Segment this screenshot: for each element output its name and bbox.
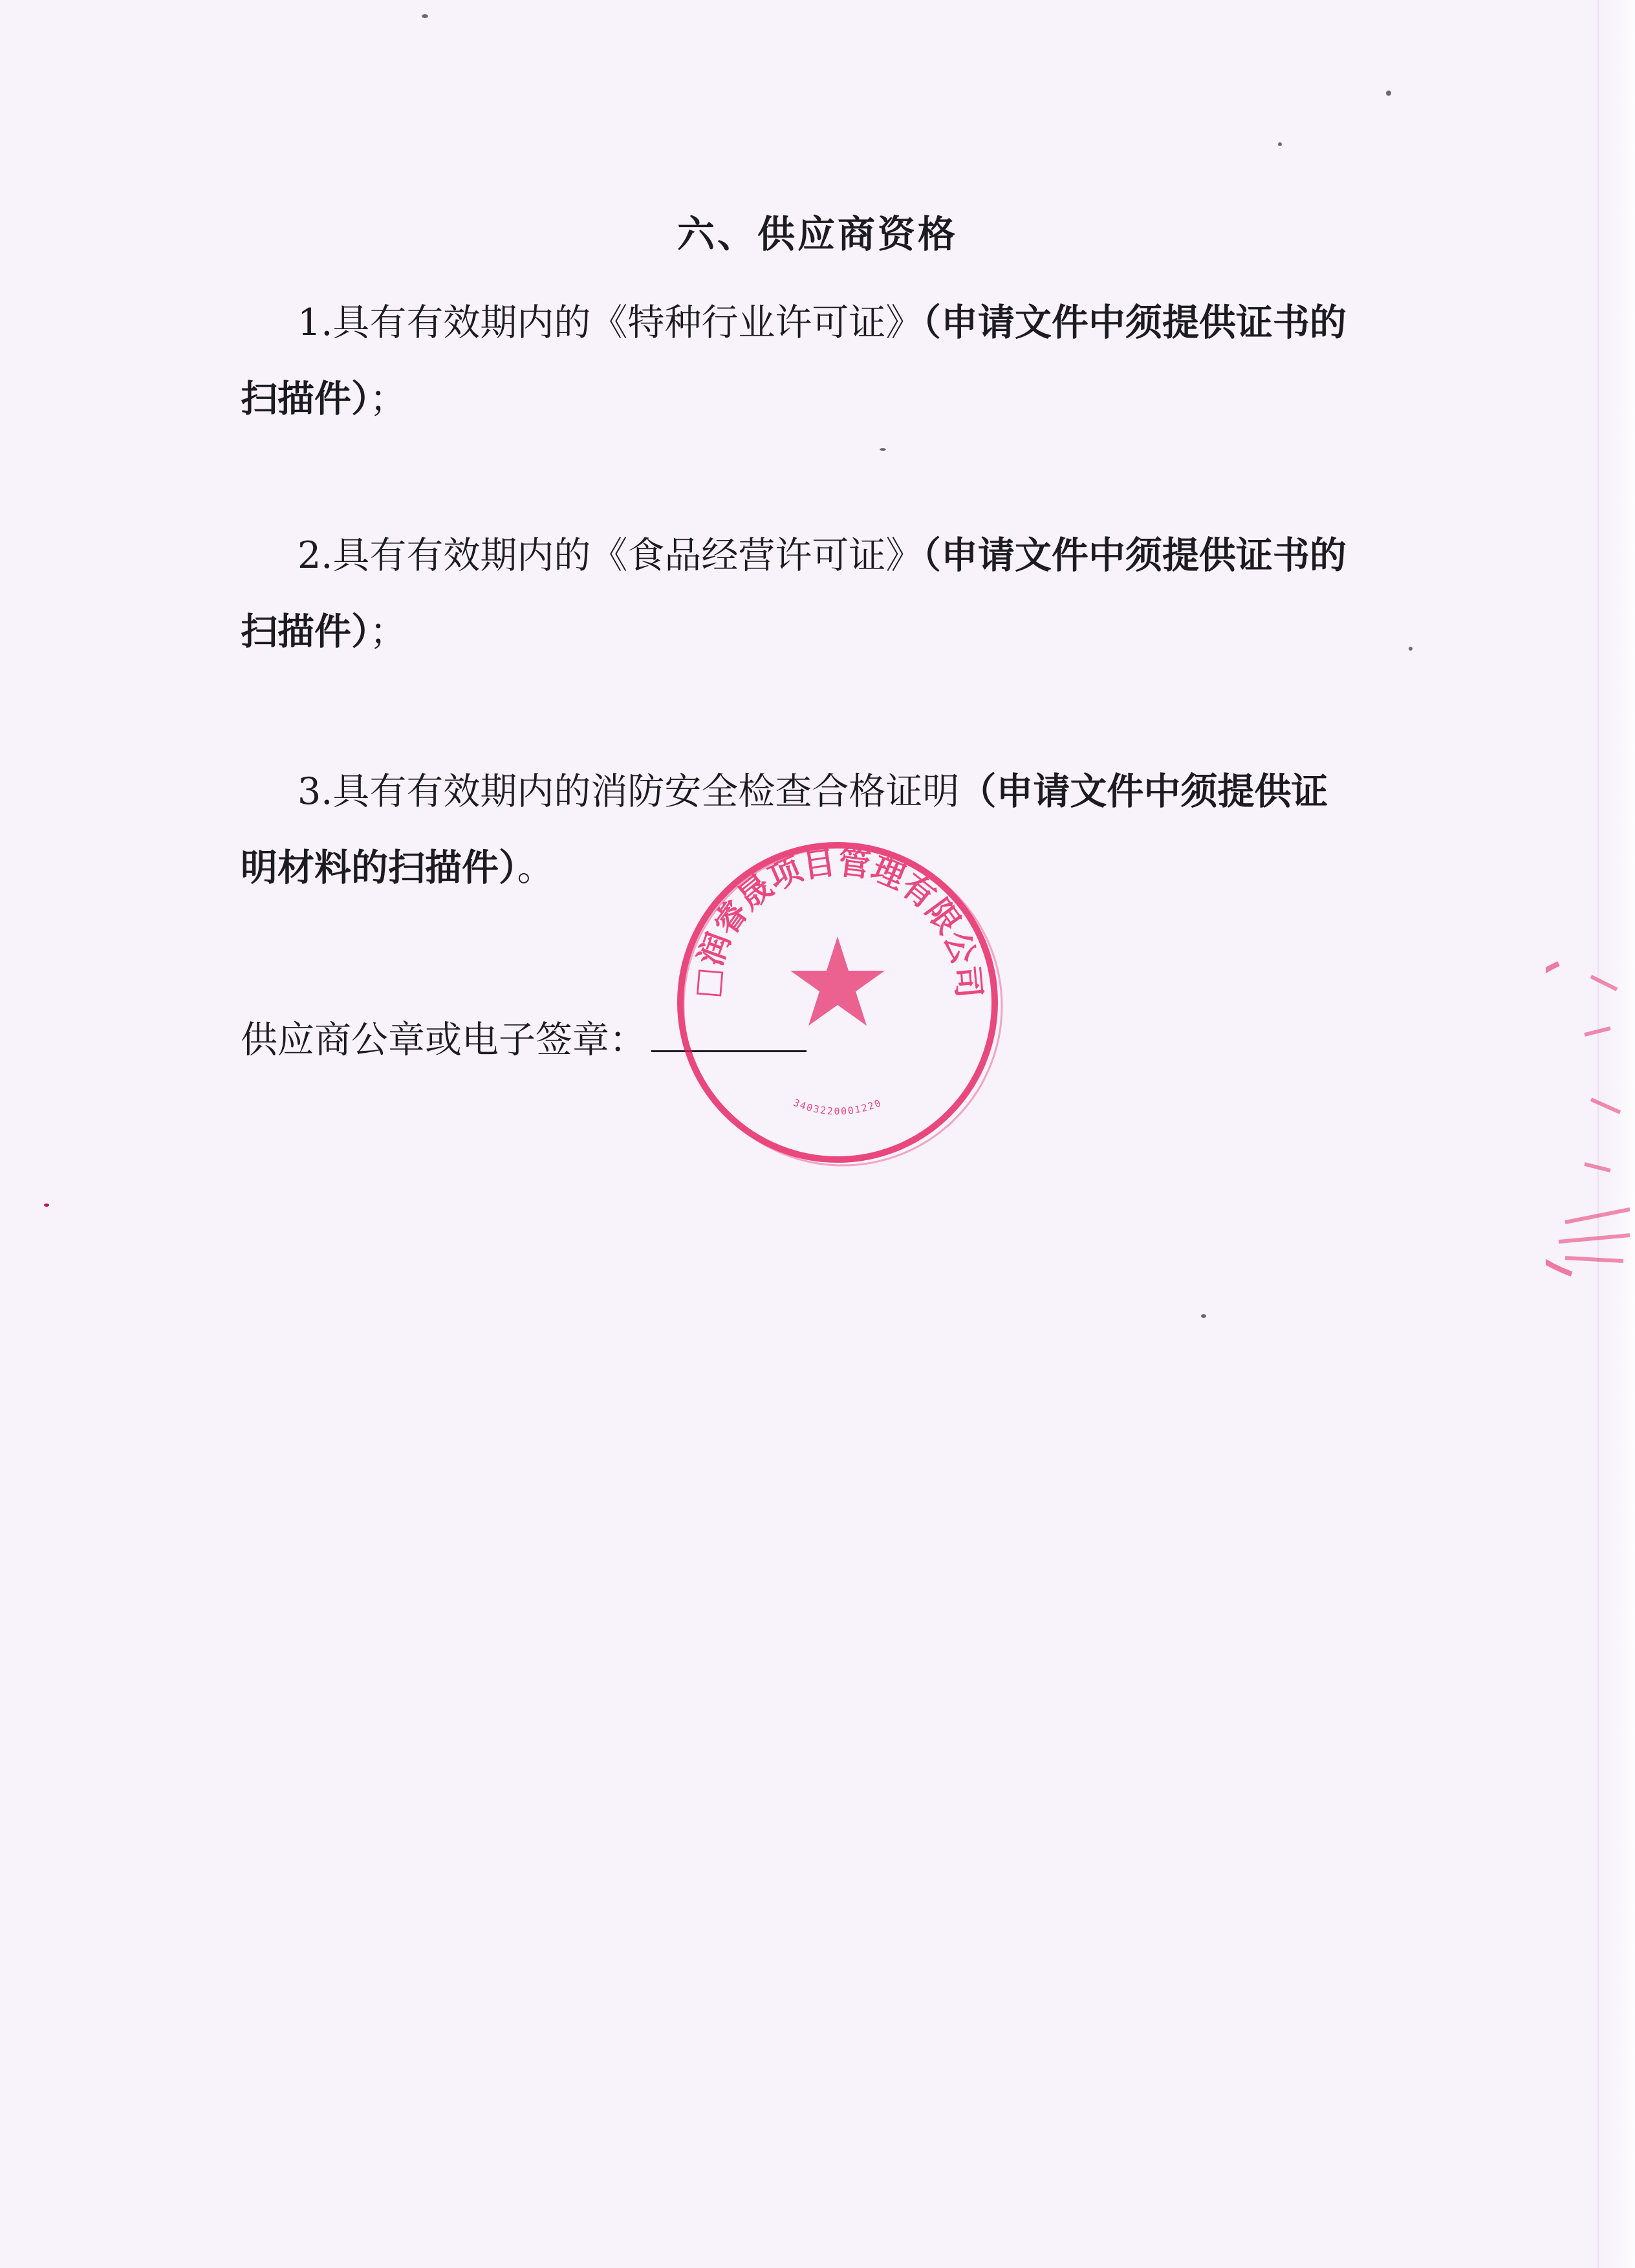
qualification-item-1	[241, 285, 1359, 437]
item-lead-text: 1.具有有效期内的《特种行业许可证》	[298, 301, 923, 344]
item-punctuation: ；	[369, 610, 407, 653]
scan-speck	[1201, 1314, 1206, 1318]
item-punctuation: ；	[369, 378, 407, 420]
scan-speck	[880, 448, 886, 451]
seal-code: 3403220001220	[791, 1096, 884, 1118]
company-seal	[669, 834, 1006, 1171]
seal-star-icon	[790, 936, 885, 1026]
item-lead-text: 3.具有有效期内的消防安全检查合格证明	[298, 770, 960, 813]
scan-speck	[1409, 647, 1413, 651]
item-requirement-note: （申请文件中须提供证书的扫描件）	[241, 534, 1347, 653]
section-heading: 六、供应商资格	[677, 212, 958, 256]
item-requirement-note: （申请文件中须提供证明材料的扫描件）	[241, 770, 1328, 889]
scan-speck	[1278, 142, 1282, 146]
scan-speck	[1386, 91, 1391, 96]
item-lead-text: 2.具有有效期内的《食品经营许可证》	[298, 534, 923, 577]
item-requirement-note: （申请文件中须提供证书的扫描件）	[241, 301, 1347, 420]
signature-label: 供应商公章或电子签章：	[241, 1019, 646, 1061]
seal-company-name: □润睿晟项目管理有限公司	[687, 843, 988, 1000]
scan-speck	[44, 1204, 49, 1207]
scan-speck	[422, 14, 428, 18]
adjacent-seal-fragment	[1546, 951, 1635, 1287]
item-punctuation: 。	[517, 847, 554, 889]
qualification-item-2	[241, 517, 1359, 670]
